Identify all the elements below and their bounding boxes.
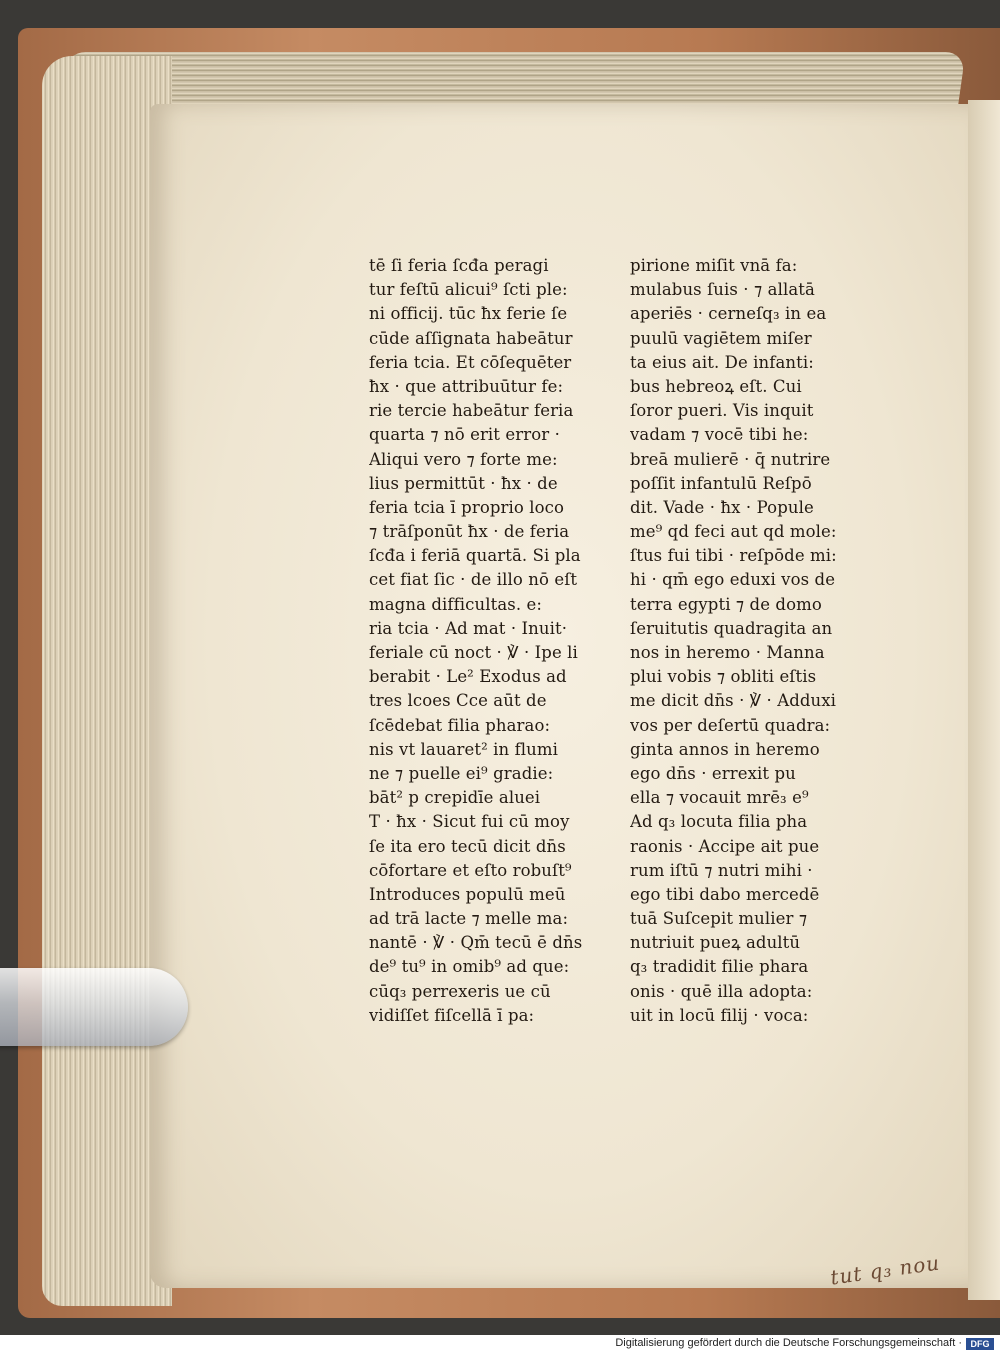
text-line: ego dn̄s · errexit pu [630,763,796,783]
text-line: ego tibi dabo mercedē [630,884,820,904]
text-line: ſe ita ero tecū dicit dn̄s [369,836,566,856]
text-line: cūde aſſignata habeātur [369,328,573,348]
text-line: me dicit dn̄s · ℣ · Adduxi [630,691,837,711]
text-line: vidiſſet fiſcellā ī pa: [369,1005,535,1025]
text-line: quarta ⁊ nō erit error · [369,425,560,445]
text-line: ſeruitutis quadragita an [630,618,833,638]
text-line: raonis · Accipe ait pue [630,836,820,856]
text-line: pirione miſit vnā fa: [630,256,798,275]
footer-bar [0,1335,1000,1354]
text-line: berabit · Le² Exodus ad [369,667,567,687]
text-line: me⁹ qd feci aut qd mole: [630,522,837,542]
text-line: ta eius ait. De infanti: [630,352,814,372]
text-line: magna difficultas. e: [369,594,543,614]
text-line: ⁊ trāſponūt ħx · de feria [369,522,570,542]
text-line: rum iſtū ⁊ nutri mihi · [630,860,813,880]
text-line: poſſit infantulū Reſpō [630,473,812,493]
marginal-catchword: tut q₃ nou [828,1250,942,1290]
text-line: ad trā lacte ⁊ melle ma: [369,909,569,929]
text-line: rie tercie habeātur feria [369,401,574,421]
text-line: vadam ⁊ vocē tibi he: [630,425,809,445]
text-line: puulū vagiētem miſer [630,328,812,348]
page-clip [0,968,188,1046]
text-line: vos per deſertū quadra: [630,715,831,735]
text-line: feriale cū noct · ℣ · Ipe li [369,643,578,662]
dfg-logo: DFG [966,1338,994,1350]
text-line: ni officij. tūc ħx ferie ſe [369,304,568,324]
text-line: ſoror pueri. Vis inquit [630,401,814,421]
text-line: plui vobis ⁊ obliti eſtis [630,667,817,687]
text-line: tres lcoes Cce aūt de [369,691,547,711]
text-line: tur feſtū alicui⁹ ſcti ple: [369,280,568,300]
text-line: cūq₃ perrexeris ue cū [369,981,551,1001]
text-line: Introduces populū meū [369,884,566,904]
text-line: dit. Vade · ħx · Popule [630,497,814,517]
text-line: Aliqui vero ⁊ forte me: [369,449,558,469]
text-line: ſtus fui tibi · reſpōde mi: [630,546,837,566]
text-line: Ad q₃ locuta filia pha [630,812,808,832]
text-line: nantē · ℣ · Qm̄ tecū ē dn̄s [369,933,583,953]
text-line: bus hebreoꝝ eſt. Cui [630,376,802,396]
text-line: uit in locū filij · voca: [630,1005,809,1025]
text-column-left [369,254,599,1028]
footer-credit: Digitalisierung gefördert durch die Deutsche Forschungsgemeinschaft · [615,1337,962,1349]
text-line: ginta annos in heremo [630,739,820,759]
text-line: ſcđa i feriā quartā. Si pla [369,546,581,566]
text-line: ria tcia · Ad mat · Inuit· [369,618,568,638]
text-line: feria tcia. Et cōſequēter [369,352,572,372]
text-line: aperiēs · cerneſq₃ in ea [630,304,827,324]
text-line: hi · qm̄ ego eduxi vos de [630,570,836,590]
text-line: cōfortare et eſto robuſt⁹ [369,860,572,880]
text-line: terra egypti ⁊ de domo [630,594,822,614]
text-line: nos in heremo · Manna [630,643,825,662]
text-line: T · ħx · Sicut fui cū moy [369,812,570,832]
text-line: tē ſi feria ſcđa peragi [369,256,549,275]
facing-page-edge [968,100,1000,1300]
text-line: ella ⁊ vocauit mrē₃ e⁹ [630,788,809,808]
text-line: ſcēdebat filia pharao: [369,715,551,735]
text-line: nis vt lauaret² in flumi [369,739,559,759]
text-line: feria tcia ī proprio loco [369,497,565,517]
text-line: mulabus ſuis · ⁊ allatā [630,280,815,300]
text-line: breā mulierē · q̄ nutrire [630,449,831,469]
text-line: bāt² p crepidīe aluei [369,788,541,808]
text-line: lius permittūt · ħx · de [369,473,558,493]
text-line: onis · quē illa adopta: [630,981,813,1001]
text-column-right [630,254,876,1028]
text-line: ħx · que attribuūtur fe: [369,376,564,396]
text-line: q₃ tradidit filie phara [630,957,809,977]
text-line: cet fiat ſic · de illo nō eſt [369,570,578,590]
text-line: de⁹ tu⁹ in omib⁹ ad que: [369,957,570,977]
text-line: ne ⁊ puelle ei⁹ gradie: [369,763,554,783]
text-line: tuā Suſcepit mulier ⁊ [630,909,808,929]
text-line: nutriuit pueꝝ adultū [630,933,801,953]
